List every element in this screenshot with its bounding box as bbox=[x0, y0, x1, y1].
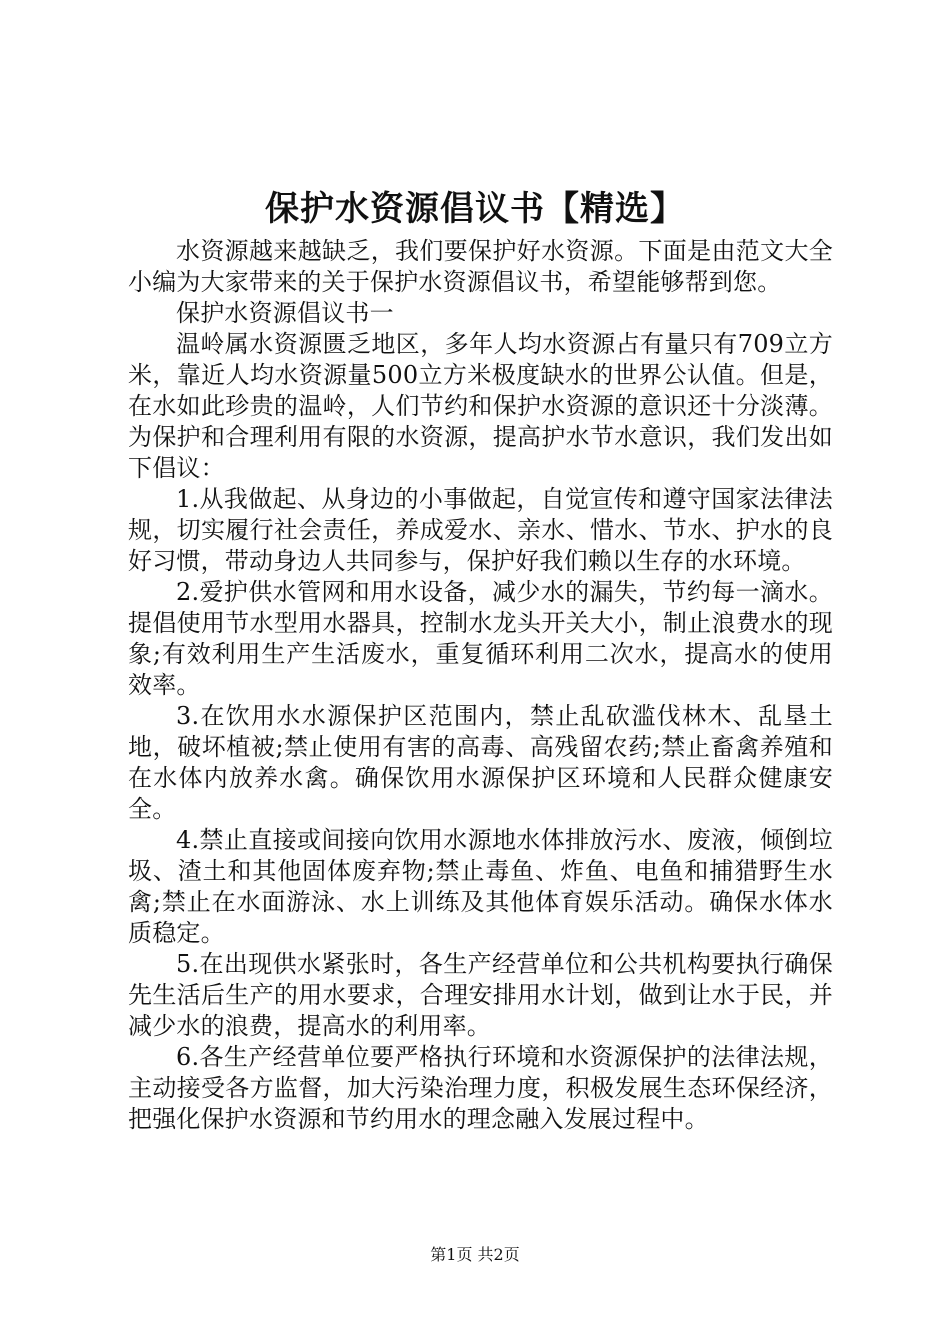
proposal-item-4: 4.禁止直接或间接向饮用水源地水体排放污水、废液，倾倒垃圾、渣土和其他固体废弃物;禁止毒鱼、炸鱼、电鱼和捕猎野生水禽;禁止在水面游泳、水上训练及其他体育娱乐活动。确保水体水质稳定。 bbox=[128, 826, 833, 947]
proposal-item-1: 1.从我做起、从身边的小事做起，自觉宣传和遵守国家法律法规，切实履行社会责任，养成爱水、亲水、惜水、节水、护水的良好习惯，带动身边人共同参与，保护好我们赖以生存的水环境。 bbox=[128, 485, 833, 575]
document-title: 保护水资源倡议书【精选】 bbox=[265, 189, 685, 229]
proposal-item-2: 2.爱护供水管网和用水设备，减少水的漏失，节约每一滴水。提倡使用节水型用水器具，控制水龙头开关大小，制止浪费水的现象;有效利用生产生活废水，重复循环利用二次水，提高水的使用效率。 bbox=[128, 578, 833, 699]
proposal-item-5: 5.在出现供水紧张时，各生产经营单位和公共机构要执行确保先生活后生产的用水要求，合理安排用水计划，做到让水于民，并减少水的浪费，提高水的利用率。 bbox=[128, 950, 833, 1040]
proposal-item-3: 3.在饮用水水源保护区范围内，禁止乱砍滥伐林木、乱垦土地，破坏植被;禁止使用有害的高毒、高残留农药;禁止畜禽养殖和在水体内放养水禽。确保饮用水源保护区环境和人民群众健康安全。 bbox=[128, 702, 833, 823]
intro-paragraph: 水资源越来越缺乏，我们要保护好水资源。下面是由范文大全小编为大家带来的关于保护水资源倡议书，希望能够帮到您。 bbox=[128, 237, 833, 296]
document-body bbox=[128, 236, 833, 1135]
section-heading: 保护水资源倡议书一 bbox=[176, 299, 394, 327]
page-number-footer: 第1页 共2页 bbox=[430, 1245, 520, 1264]
proposal-item-6: 6.各生产经营单位要严格执行环境和水资源保护的法律法规，主动接受各方监督，加大污染治理力度，积极发展生态环保经济，把强化保护水资源和节约用水的理念融入发展过程中。 bbox=[128, 1043, 833, 1133]
body-paragraph: 温岭属水资源匮乏地区，多年人均水资源占有量只有709立方米，靠近人均水资源量500立方米极度缺水的世界公认值。但是，在水如此珍贵的温岭，人们节约和保护水资源的意识还十分淡薄。为保护和合理利用有限的水资源，提高护水节水意识，我们发出如下倡议： bbox=[128, 330, 833, 482]
